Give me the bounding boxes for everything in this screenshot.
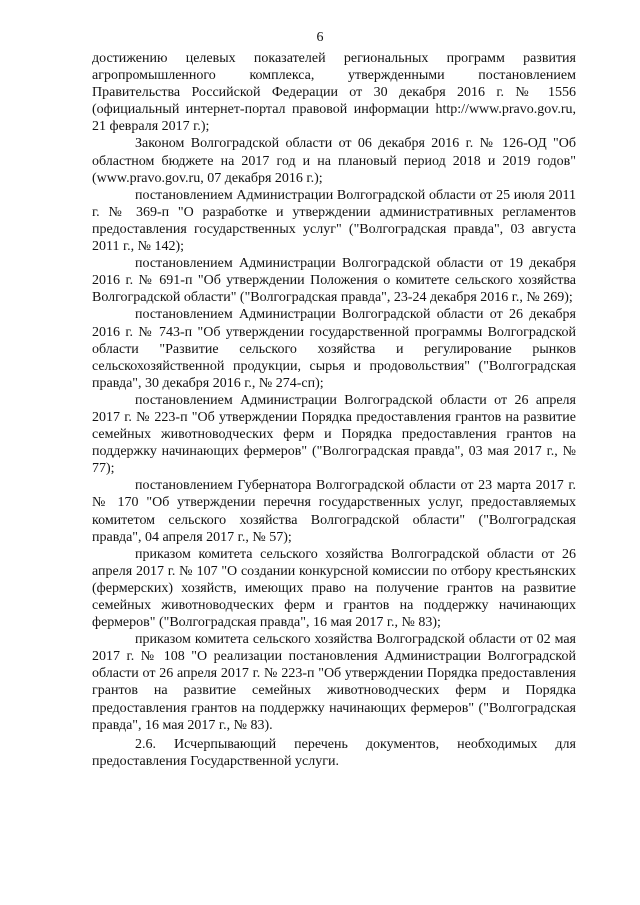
paragraph-governor-resolution-170: постановлением Губернатора Волгоградской области от 23 марта 2017 г. № 170 "Об утверждении перечня государственных услуг, предоставляемых комитетом сельского хозяйства Волгоградской области" ("Волгоградская правда", 04 апреля 2017 г., № 57); bbox=[92, 478, 576, 545]
paragraph-continuation: достижению целевых показателей региональных программ развития агропромышленного комплекса, утвержденными постановлением Правительства Российской Федерации от 30 декабря 2016 г. № 1556 (официальный интернет-портал правовой информации http://www.pravo.gov.ru, 21 февраля 2017 г.); bbox=[92, 51, 576, 135]
paragraph-order-108: приказом комитета сельского хозяйства Волгоградской области от 02 мая 2017 г. № 108 "О реализации постановления Администрации Волгоградской области от 26 апреля 2017 г. № 223-п "Об утверждении Порядка предоставления грантов на развитие семейных животноводческих ферм и Порядка предоставления грантов на поддержку начинающих фермеров" ("Волгоградская правда", 16 мая 2017 г., № 83). bbox=[92, 632, 576, 733]
section-2-6-heading: 2.6. Исчерпывающий перечень документов, необходимых для предоставления Государственной услуги. bbox=[92, 736, 576, 769]
page-number: 6 bbox=[316, 30, 324, 45]
paragraph-resolution-743p: постановлением Администрации Волгоградской области от 26 декабря 2016 г. № 743-п "Об утверждении государственной программы Волгоградской области "Развитие сельского хозяйства и регулирование рынков сельскохозяйственной продукции, сырья и продовольствия" ("Волгоградская правда", 30 декабря 2016 г., № 274-сп); bbox=[92, 307, 576, 391]
paragraph-law-budget: Законом Волгоградской области от 06 декабря 2016 г. № 126-ОД "Об областном бюджете на 2017 год и на плановый период 2018 и 2019 годов" (www.pravo.gov.ru, 07 декабря 2016 г.); bbox=[92, 136, 576, 186]
paragraph-order-107: приказом комитета сельского хозяйства Волгоградской области от 26 апреля 2017 г. № 107 "О создании конкурсной комиссии по отбору крестьянских (фермерских) хозяйств, имеющих право на получение грантов на развитие семейных животноводческих ферм и грантов на поддержку начинающих фермеров" ("Волгоградская правда", 16 мая 2017 г., № 83); bbox=[92, 546, 576, 631]
document-body bbox=[92, 50, 576, 770]
paragraph-resolution-691p: постановлением Администрации Волгоградской области от 19 декабря 2016 г. № 691-п "Об утверждении Положения о комитете сельского хозяйства Волгоградской области" ("Волгоградская правда", 23-24 декабря 2016 г., № 269); bbox=[92, 256, 576, 306]
paragraph-resolution-223p: постановлением Администрации Волгоградской области от 26 апреля 2017 г. № 223-п "Об утверждении Порядка предоставления грантов на развитие семейных животноводческих ферм и Порядка предоставления грантов на поддержку начинающих фермеров" ("Волгоградская правда", 03 мая 2017 г., № 77); bbox=[92, 392, 576, 477]
paragraph-resolution-369p: постановлением Администрации Волгоградской области от 25 июля 2011 г. № 369-п "О разработке и утверждении административных регламентов предоставления государственных услуг" ("Волгоградская правда", 03 августа 2011 г., № 142); bbox=[92, 187, 576, 255]
